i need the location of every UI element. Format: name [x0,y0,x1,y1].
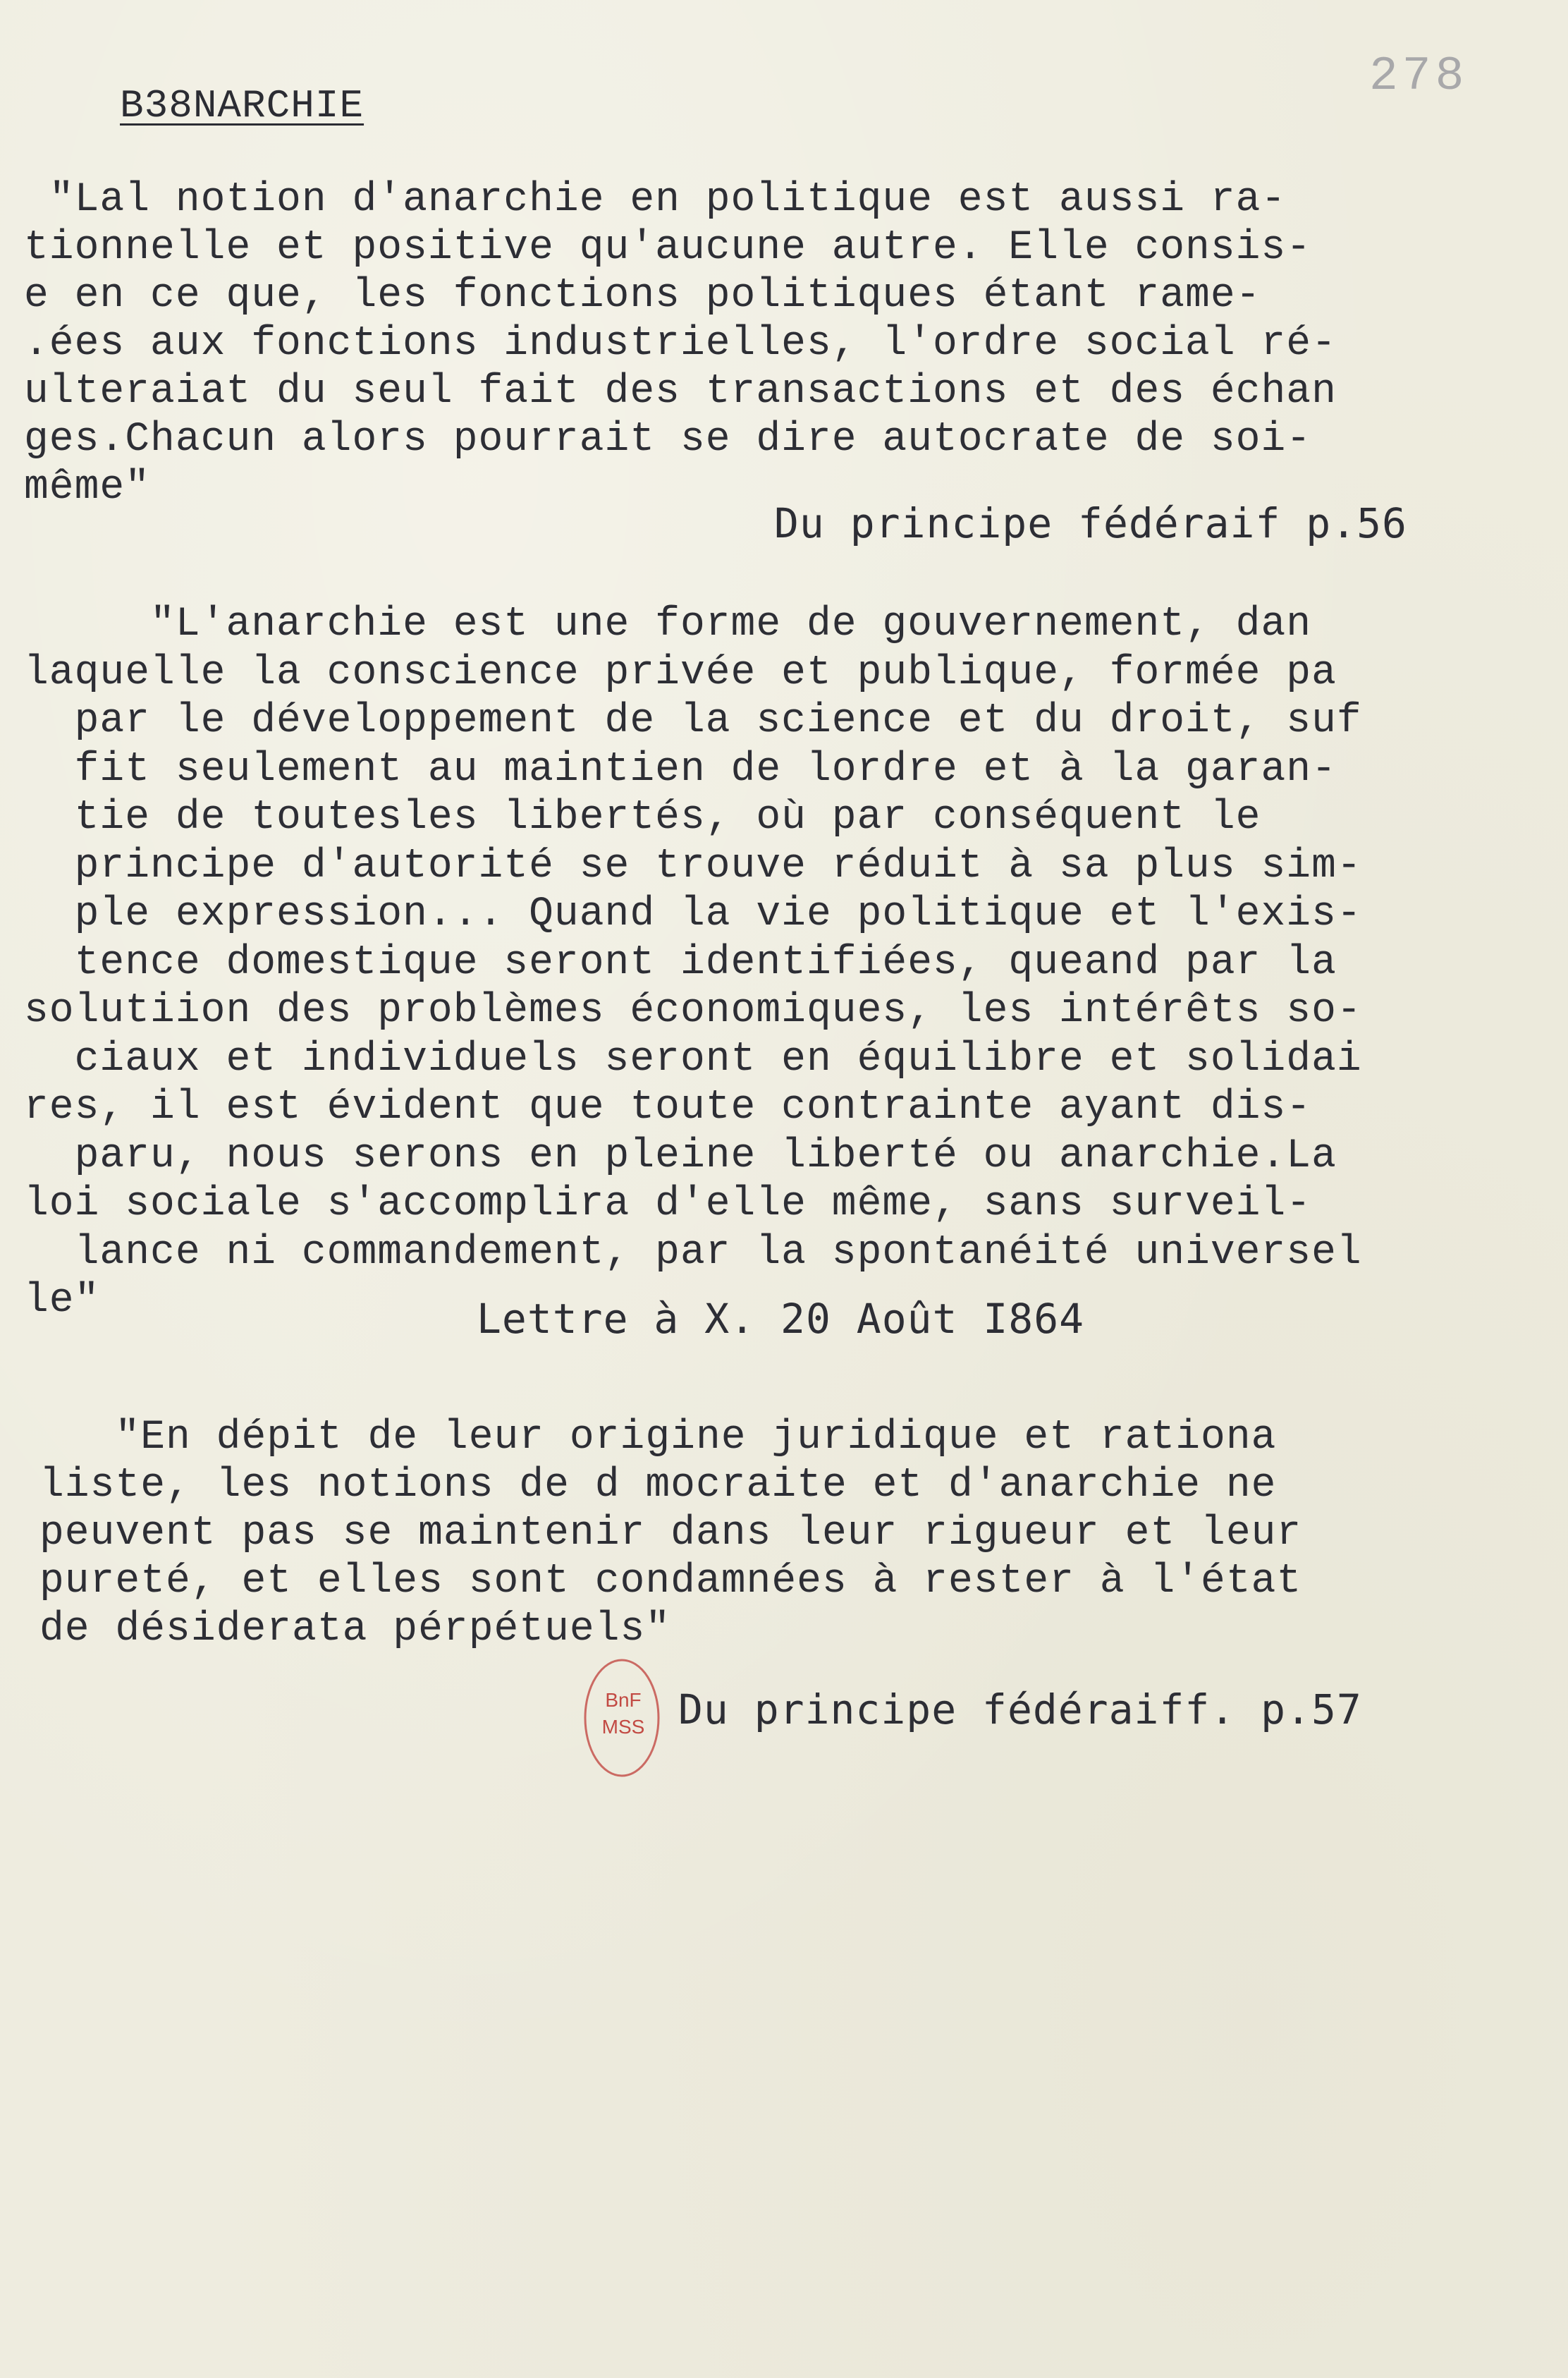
quote-3-source: Du principe fédéraiff. p.57 [678,1685,1362,1733]
library-stamp [580,1654,664,1788]
quote-2-text: "L'anarchie est une forme de gouvernement, dan laquelle la conscience privée et publique, formée pa par le développement de la science et du droit, suf fit seulement au maintien de lordre et à la garan- tie de toutesles libertés, où par conséquent le principe d'autorité se trouve réduit à sa plus sim- ple expression... Quand la vie politique et l'exis- tence domestique seront identifiées, queand par la solutiion des problèmes économiques, les intérêts so- ciaux et individuels seront en équilibre et solidai res, il est évident que toute contrainte ayant dis- paru, nous serons en pleine liberté ou anarchie.La loi sociale s'accomplira d'elle même, sans surveil- lance ni commandement, par la spontanéité universel le" [24,602,1362,1324]
quote-1-source: Du principe fédéraif p.56 [774,499,1407,547]
quote-3-text: "En dépit de leur origine juridique et rationa liste, les notions de d mocraite et d'anarchie ne peuvent pas se maintenir dans leur rigueur et leur pureté, et elles sont condamnées à rester à l'état de désiderata pérpétuels" [39,1415,1302,1652]
quote-1-text: "Lal notion d'anarchie en politique est aussi ra- tionnelle et positive qu'aucune autre. Elle consis- e en ce que, les fonctions politiques étant rame- .ées aux fonctions industrielles, l'ordre social ré- ulteraiat du seul fait des transactions et des échan ges.Chacun alors pourrait se dire autocrate de soi- même" [24,177,1337,511]
quote-2-source: Lettre à X. 20 Août I864 [477,1295,1085,1343]
stamp-line-2: MSS [601,1716,645,1738]
document-heading: B38NARCHIE [120,83,365,128]
stamp-line-1: BnF [605,1689,642,1711]
page-number: 278 [1369,49,1469,104]
